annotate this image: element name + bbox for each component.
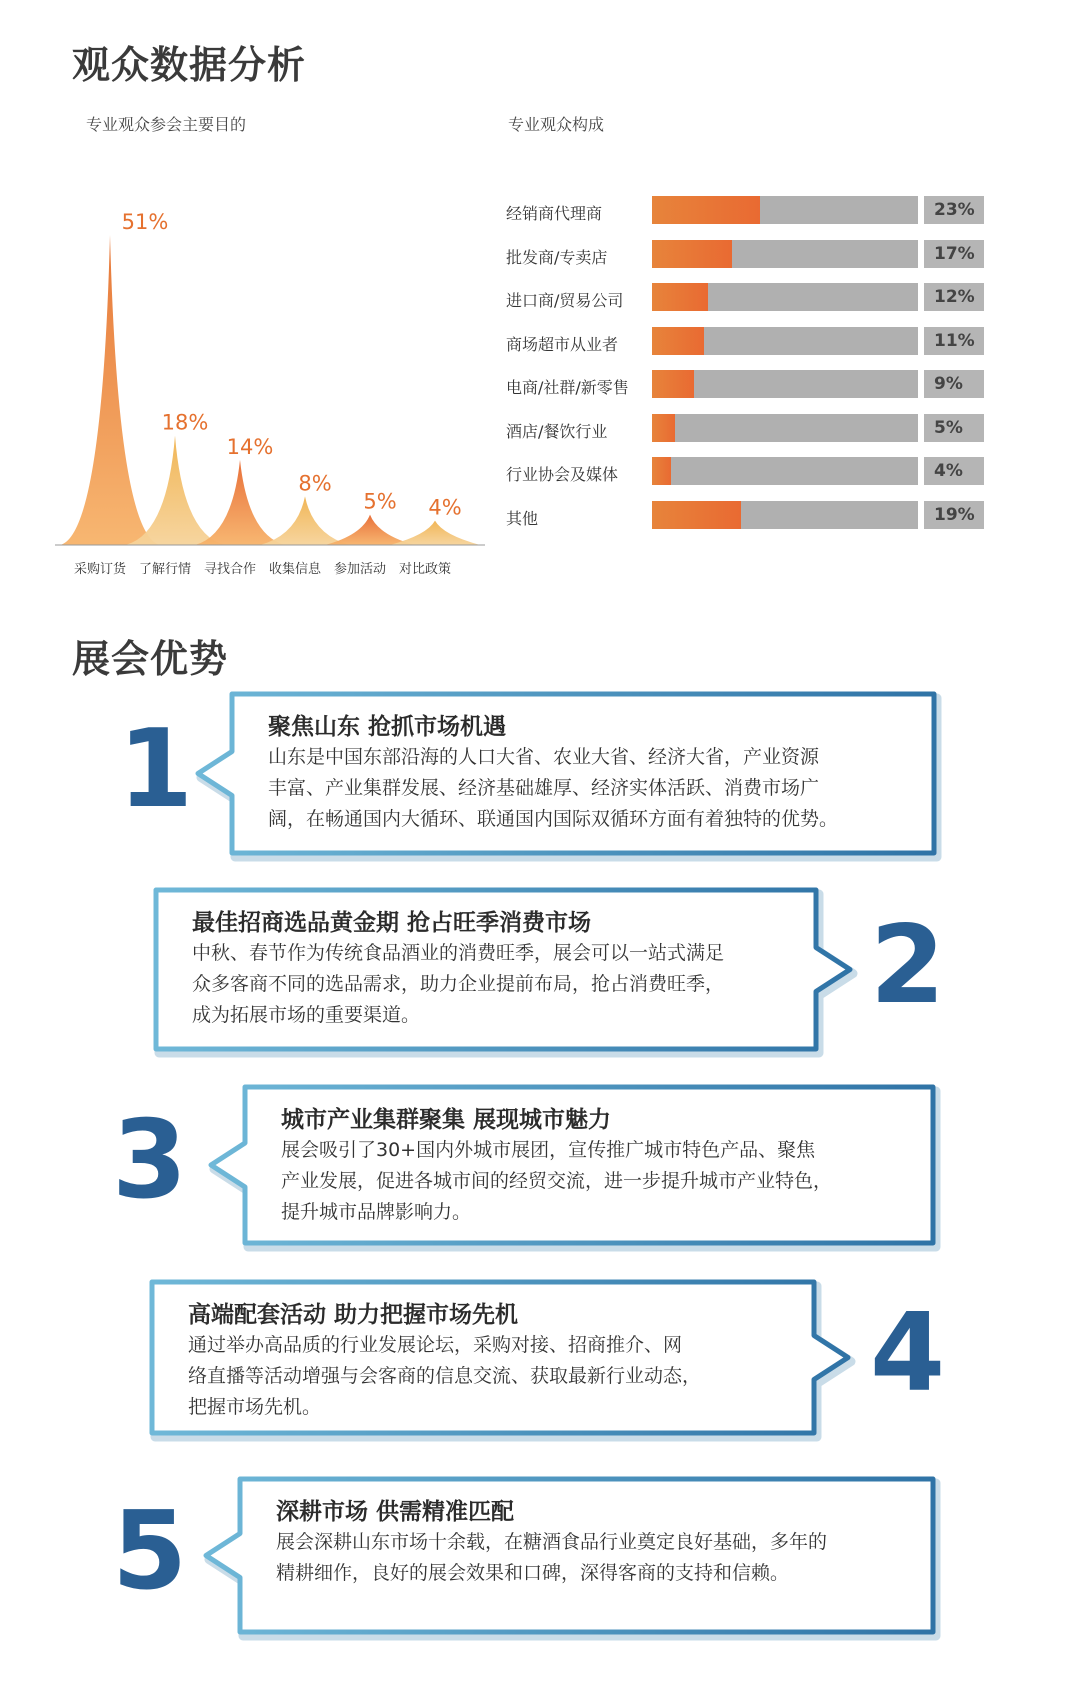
bar-category-label: 经销商代理商 bbox=[506, 204, 603, 223]
advantage-text bbox=[192, 938, 802, 1031]
bar-fill bbox=[652, 414, 675, 442]
bar-category-label: 电商/社群/新零售 bbox=[506, 378, 629, 397]
advantage-card-4 bbox=[0, 1278, 1080, 1443]
advantage-text-line: 山东是中国东部沿海的人口大省、农业大省、经济大省，产业资源 bbox=[268, 746, 820, 768]
advantage-title: 深耕市场 供需精准匹配 bbox=[276, 1499, 515, 1525]
advantage-text bbox=[268, 742, 920, 835]
advantage-title: 高端配套活动 助力把握市场先机 bbox=[188, 1302, 519, 1328]
bar-row bbox=[500, 283, 1000, 313]
peak-采购订货 bbox=[60, 235, 160, 545]
peak-category-label: 了解行情 bbox=[138, 562, 192, 577]
peak-category-label: 对比政策 bbox=[398, 562, 452, 577]
advantage-text-line: 提升城市品牌影响力。 bbox=[281, 1201, 472, 1223]
advantage-number: 1 bbox=[118, 706, 194, 832]
peak-收集信息 bbox=[260, 496, 350, 545]
bar-value-label: 17% bbox=[924, 240, 984, 268]
bar-row bbox=[500, 414, 1000, 444]
advantage-text-line: 众多客商不同的选品需求，助力企业提前布局，抢占消费旺季， bbox=[192, 973, 725, 995]
bar-track bbox=[652, 240, 918, 268]
chart-title-composition: 专业观众构成 bbox=[508, 115, 605, 134]
advantage-text bbox=[276, 1527, 919, 1589]
advantage-text-line: 阔，在畅通国内大循环、联通国内国际双循环方面有着独特的优势。 bbox=[268, 808, 839, 830]
advantage-text-line: 通过举办高品质的行业发展论坛，采购对接、招商推介、网 bbox=[188, 1334, 683, 1356]
advantage-text-line: 产业发展，促进各城市间的经贸交流，进一步提升城市产业特色， bbox=[281, 1170, 833, 1192]
advantage-text-line: 精耕细作，良好的展会效果和口碑，深得客商的支持和信赖。 bbox=[276, 1562, 790, 1584]
bar-track bbox=[652, 196, 918, 224]
bar-category-label: 批发商/专卖店 bbox=[506, 247, 608, 267]
bar-value-label: 5% bbox=[924, 414, 984, 442]
advantage-card-2 bbox=[0, 886, 1080, 1059]
bar-category-label: 进口商/贸易公司 bbox=[506, 291, 624, 310]
peak-对比政策 bbox=[390, 521, 480, 545]
advantage-title: 最佳招商选品黄金期 抢占旺季消费市场 bbox=[192, 910, 592, 936]
peak-category-label: 采购订货 bbox=[73, 562, 127, 577]
peak-value-label: 4% bbox=[428, 495, 462, 520]
bar-row bbox=[500, 196, 1000, 226]
section-title-advantages: 展会优势 bbox=[72, 637, 229, 681]
bar-track bbox=[652, 327, 918, 355]
bar-category-label: 酒店/餐饮行业 bbox=[506, 421, 608, 441]
peak-value-label: 14% bbox=[226, 434, 274, 459]
bar-value-label: 9% bbox=[924, 370, 984, 398]
peak-value-label: 5% bbox=[363, 489, 397, 514]
advantage-text-line: 中秋、春节作为传统食品酒业的消费旺季，展会可以一站式满足 bbox=[192, 942, 725, 964]
advantage-text-line: 展会深耕山东市场十余载，在糖酒食品行业奠定良好基础，多年的 bbox=[276, 1531, 828, 1553]
bar-value-label: 19% bbox=[924, 501, 984, 529]
section-title-audience: 观众数据分析 bbox=[72, 43, 307, 87]
advantage-text-line: 丰富、产业集群发展、经济基础雄厚、经济实体活跃、消费市场广 bbox=[268, 777, 820, 799]
peak-category-label: 收集信息 bbox=[268, 562, 322, 577]
bar-value-label: 4% bbox=[924, 457, 984, 485]
peak-value-label: 8% bbox=[298, 471, 332, 496]
advantage-text-line: 络直播等活动增强与会客商的信息交流、获取最新行业动态， bbox=[188, 1365, 702, 1387]
bar-fill bbox=[652, 457, 671, 485]
bar-track bbox=[652, 414, 918, 442]
bar-category-label: 商场超市从业者 bbox=[506, 334, 619, 354]
bar-row bbox=[500, 327, 1000, 357]
bar-fill bbox=[652, 370, 694, 398]
bar-row bbox=[500, 501, 1000, 531]
bar-row bbox=[500, 457, 1000, 487]
peak-寻找合作 bbox=[195, 460, 285, 545]
bar-track bbox=[652, 457, 918, 485]
bar-category-label: 行业协会及媒体 bbox=[506, 465, 619, 484]
advantage-card-3 bbox=[0, 1083, 1080, 1253]
purpose-peak-chart bbox=[55, 200, 495, 590]
bar-fill bbox=[652, 240, 732, 268]
advantage-text bbox=[188, 1330, 800, 1423]
advantage-number: 3 bbox=[112, 1098, 188, 1223]
advantage-title: 城市产业集群聚集 展现城市魅力 bbox=[281, 1107, 612, 1133]
bar-value-label: 12% bbox=[924, 283, 984, 311]
advantage-number: 2 bbox=[870, 902, 946, 1028]
advantage-text-line: 把握市场先机。 bbox=[188, 1396, 322, 1418]
peak-value-label: 18% bbox=[161, 410, 209, 435]
bar-track bbox=[652, 370, 918, 398]
bar-category-label: 其他 bbox=[506, 508, 539, 528]
peak-参加活动 bbox=[325, 515, 415, 545]
advantage-text-line: 成为拓展市场的重要渠道。 bbox=[192, 1004, 421, 1026]
bar-value-label: 11% bbox=[924, 327, 984, 355]
advantage-number: 5 bbox=[112, 1488, 188, 1614]
advantage-card-5 bbox=[0, 1475, 1080, 1642]
bar-value-label: 23% bbox=[924, 196, 984, 224]
peak-category-label: 参加活动 bbox=[333, 562, 387, 577]
bar-fill bbox=[652, 327, 704, 355]
bar-row bbox=[500, 370, 1000, 400]
advantage-text-line: 展会吸引了30+国内外城市展团，宣传推广城市特色产品、聚焦 bbox=[281, 1139, 816, 1161]
bar-fill bbox=[652, 501, 741, 529]
peak-value-label: 51% bbox=[121, 210, 169, 234]
advantage-text bbox=[281, 1135, 919, 1228]
bar-fill bbox=[652, 283, 708, 311]
advantage-title: 聚焦山东 抢抓市场机遇 bbox=[268, 714, 507, 740]
advantage-card-1 bbox=[0, 690, 1080, 863]
bar-fill bbox=[652, 196, 760, 224]
advantage-number: 4 bbox=[870, 1290, 946, 1416]
bar-row bbox=[500, 240, 1000, 270]
peak-category-label: 寻找合作 bbox=[203, 562, 257, 577]
bar-track bbox=[652, 501, 918, 529]
chart-title-purpose: 专业观众参会主要目的 bbox=[86, 115, 247, 134]
bar-track bbox=[652, 283, 918, 311]
